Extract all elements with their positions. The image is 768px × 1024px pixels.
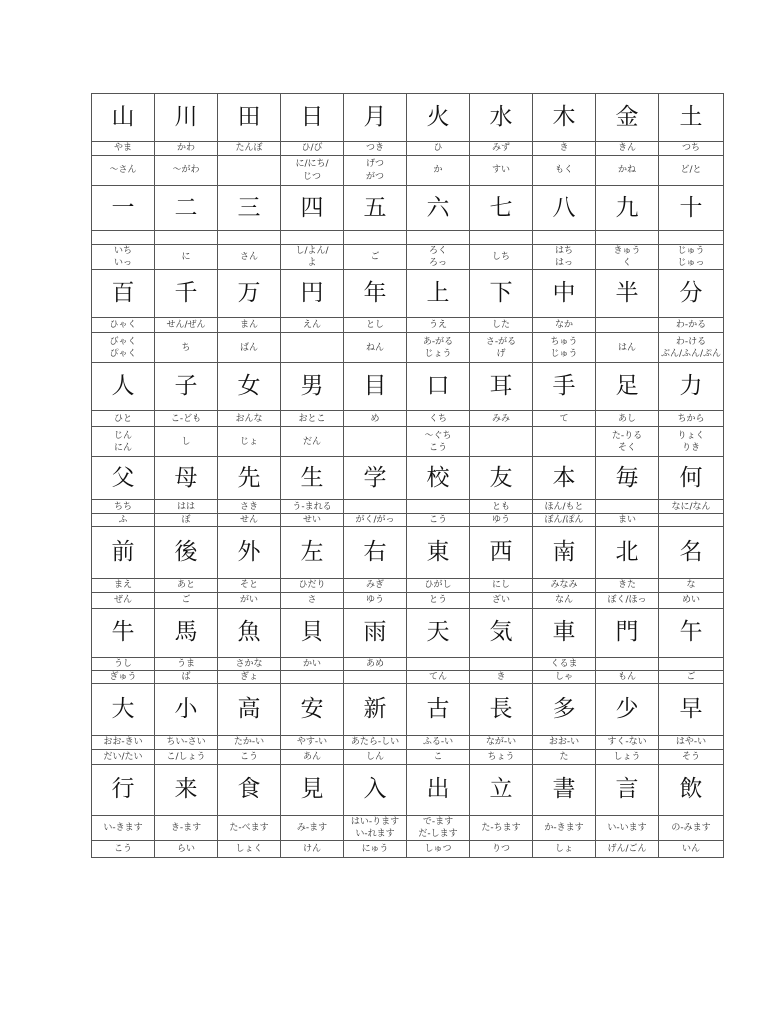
kun-reading-row — [92, 411, 724, 427]
reading-cell: かね — [596, 156, 659, 186]
kanji-cell: 一 — [92, 186, 155, 231]
on-reading-row — [92, 427, 724, 457]
kun-reading-row — [92, 735, 724, 749]
reading-cell: こう — [92, 841, 155, 858]
reading-cell: ひと — [92, 411, 155, 427]
kanji-cell: 分 — [659, 270, 724, 318]
reading-cell: やま — [92, 142, 155, 156]
reading-cell: で-ます だ-します — [407, 815, 470, 840]
reading-cell: ご — [659, 670, 724, 683]
reading-cell: な — [659, 579, 724, 592]
reading-cell: なに/なん — [659, 500, 724, 514]
kanji-cell: 先 — [218, 457, 281, 500]
kanji-chart — [91, 93, 723, 858]
reading-cell: 〜がわ — [155, 156, 218, 186]
reading-cell — [596, 657, 659, 670]
reading-cell: い-います — [596, 815, 659, 840]
kanji-cell: 新 — [344, 683, 407, 735]
reading-cell: もん — [596, 670, 659, 683]
reading-cell: ふる-い — [407, 735, 470, 749]
reading-cell: ゆう — [470, 514, 533, 527]
reading-cell: はん — [596, 333, 659, 363]
reading-cell: ざい — [470, 592, 533, 608]
reading-cell: うま — [155, 657, 218, 670]
kanji-cell: 入 — [344, 764, 407, 815]
kanji-cell: 川 — [155, 94, 218, 142]
reading-cell: しょく — [218, 841, 281, 858]
on-reading-row — [92, 749, 724, 764]
kanji-cell: 門 — [596, 608, 659, 657]
kanji-cell: 車 — [533, 608, 596, 657]
reading-cell — [659, 657, 724, 670]
reading-cell: し/よん/ よ — [281, 245, 344, 270]
reading-cell: き — [470, 670, 533, 683]
kanji-cell: 天 — [407, 608, 470, 657]
reading-cell: ちょう — [470, 749, 533, 764]
reading-cell: ちから — [659, 411, 724, 427]
reading-cell: そと — [218, 579, 281, 592]
kanji-cell: 足 — [596, 363, 659, 411]
reading-cell: はい-ります い-れます — [344, 815, 407, 840]
reading-cell: おお-きい — [92, 735, 155, 749]
kanji-cell: 小 — [155, 683, 218, 735]
kanji-cell: 目 — [344, 363, 407, 411]
reading-cell: ちい-さい — [155, 735, 218, 749]
reading-cell: あめ — [344, 657, 407, 670]
reading-cell: ひ/び — [281, 142, 344, 156]
reading-cell: なが-い — [470, 735, 533, 749]
kanji-row — [92, 270, 724, 318]
reading-cell: に — [155, 245, 218, 270]
reading-cell — [281, 333, 344, 363]
reading-cell: つき — [344, 142, 407, 156]
reading-cell: ぎょ — [218, 670, 281, 683]
reading-cell: だん — [281, 427, 344, 457]
reading-cell: さん — [218, 245, 281, 270]
reading-cell: か-きます — [533, 815, 596, 840]
reading-cell: じょ — [218, 427, 281, 457]
reading-cell: ひだり — [281, 579, 344, 592]
reading-cell: あ-がる じょう — [407, 333, 470, 363]
reading-cell: た-べます — [218, 815, 281, 840]
kanji-cell: 南 — [533, 527, 596, 579]
kanji-cell: 子 — [155, 363, 218, 411]
reading-cell: おお-い — [533, 735, 596, 749]
reading-cell: こう — [407, 514, 470, 527]
kanji-cell: 西 — [470, 527, 533, 579]
reading-cell: めい — [659, 592, 724, 608]
kanji-row — [92, 608, 724, 657]
reading-cell: しん — [344, 749, 407, 764]
reading-cell: びゃく ぴゃく — [92, 333, 155, 363]
kanji-cell: 北 — [596, 527, 659, 579]
reading-cell: こ-ども — [155, 411, 218, 427]
reading-cell: しゅつ — [407, 841, 470, 858]
kanji-cell: 本 — [533, 457, 596, 500]
kanji-cell: 貝 — [281, 608, 344, 657]
reading-cell: き-ます — [155, 815, 218, 840]
reading-cell: やす-い — [281, 735, 344, 749]
reading-cell: 〜さん — [92, 156, 155, 186]
reading-cell: せん/ぜん — [155, 318, 218, 333]
kanji-cell: 馬 — [155, 608, 218, 657]
reading-cell — [344, 427, 407, 457]
reading-cell — [596, 318, 659, 333]
reading-cell: くるま — [533, 657, 596, 670]
kanji-cell: 早 — [659, 683, 724, 735]
reading-cell: き — [533, 142, 596, 156]
reading-cell: らい — [155, 841, 218, 858]
kanji-cell: 女 — [218, 363, 281, 411]
reading-cell — [470, 427, 533, 457]
reading-cell: み-ます — [281, 815, 344, 840]
kanji-cell: 前 — [92, 527, 155, 579]
kun-reading-row — [92, 142, 724, 156]
kanji-cell: 力 — [659, 363, 724, 411]
reading-cell — [533, 231, 596, 245]
reading-cell — [659, 514, 724, 527]
reading-cell: にし — [470, 579, 533, 592]
reading-cell — [470, 231, 533, 245]
kanji-cell: 来 — [155, 764, 218, 815]
reading-cell: しょ — [533, 841, 596, 858]
kanji-cell: 千 — [155, 270, 218, 318]
reading-cell: とし — [344, 318, 407, 333]
kanji-cell: 左 — [281, 527, 344, 579]
reading-cell: みず — [470, 142, 533, 156]
kanji-cell: 百 — [92, 270, 155, 318]
reading-cell: てん — [407, 670, 470, 683]
kanji-cell: 安 — [281, 683, 344, 735]
reading-cell: げつ がつ — [344, 156, 407, 186]
on-reading-row — [92, 333, 724, 363]
kanji-cell: 手 — [533, 363, 596, 411]
reading-cell: した — [470, 318, 533, 333]
kanji-cell: 二 — [155, 186, 218, 231]
reading-cell — [407, 657, 470, 670]
kanji-cell: 食 — [218, 764, 281, 815]
kanji-cell: 長 — [470, 683, 533, 735]
kanji-cell: 雨 — [344, 608, 407, 657]
reading-cell: じん にん — [92, 427, 155, 457]
reading-cell — [281, 231, 344, 245]
on-reading-row — [92, 156, 724, 186]
reading-cell: ひがし — [407, 579, 470, 592]
reading-cell: りつ — [470, 841, 533, 858]
kun-reading-row — [92, 500, 724, 514]
kanji-cell: 耳 — [470, 363, 533, 411]
reading-cell: あたら-しい — [344, 735, 407, 749]
reading-cell: もく — [533, 156, 596, 186]
reading-cell — [596, 231, 659, 245]
reading-cell — [344, 231, 407, 245]
reading-cell: まい — [596, 514, 659, 527]
kanji-cell: 中 — [533, 270, 596, 318]
kanji-table — [91, 93, 724, 858]
reading-cell — [218, 231, 281, 245]
reading-cell: しょう — [596, 749, 659, 764]
reading-cell: がく/がっ — [344, 514, 407, 527]
reading-cell: みなみ — [533, 579, 596, 592]
reading-cell: みみ — [470, 411, 533, 427]
kun-reading-row — [92, 657, 724, 670]
reading-cell: ぼ — [155, 514, 218, 527]
reading-cell: さき — [218, 500, 281, 514]
kanji-cell: 半 — [596, 270, 659, 318]
kanji-row — [92, 94, 724, 142]
reading-cell — [407, 231, 470, 245]
kanji-row — [92, 457, 724, 500]
reading-cell: あん — [281, 749, 344, 764]
reading-cell: すい — [470, 156, 533, 186]
kanji-cell: 日 — [281, 94, 344, 142]
on-reading-row — [92, 670, 724, 683]
reading-cell: おんな — [218, 411, 281, 427]
reading-cell: こ/しょう — [155, 749, 218, 764]
reading-cell: さ — [281, 592, 344, 608]
reading-cell: た — [533, 749, 596, 764]
kanji-cell: 出 — [407, 764, 470, 815]
kanji-cell: 父 — [92, 457, 155, 500]
kanji-cell: 母 — [155, 457, 218, 500]
on-reading-row — [92, 592, 724, 608]
kanji-cell: 友 — [470, 457, 533, 500]
reading-cell — [470, 657, 533, 670]
reading-cell: いん — [659, 841, 724, 858]
kanji-cell: 金 — [596, 94, 659, 142]
kanji-cell: 大 — [92, 683, 155, 735]
reading-cell: ゆう — [344, 592, 407, 608]
kanji-cell: 名 — [659, 527, 724, 579]
kanji-cell: 火 — [407, 94, 470, 142]
reading-cell: きゅう く — [596, 245, 659, 270]
on-reading-row — [92, 841, 724, 858]
kanji-cell: 九 — [596, 186, 659, 231]
reading-cell: ぼく/ほっ — [596, 592, 659, 608]
kanji-cell: 牛 — [92, 608, 155, 657]
reading-cell: ふ — [92, 514, 155, 527]
reading-cell — [533, 427, 596, 457]
reading-cell: にゅう — [344, 841, 407, 858]
reading-cell: まえ — [92, 579, 155, 592]
reading-cell: さ-がる げ — [470, 333, 533, 363]
kanji-cell: 生 — [281, 457, 344, 500]
kanji-cell: 人 — [92, 363, 155, 411]
reading-cell: はは — [155, 500, 218, 514]
reading-cell: ろく ろっ — [407, 245, 470, 270]
reading-cell: かわ — [155, 142, 218, 156]
kanji-cell: 多 — [533, 683, 596, 735]
reading-cell: ぜん — [92, 592, 155, 608]
reading-cell: わ-ける ぶん/ふん/ぷん — [659, 333, 724, 363]
kanji-cell: 七 — [470, 186, 533, 231]
kanji-cell: 右 — [344, 527, 407, 579]
kanji-cell: 気 — [470, 608, 533, 657]
reading-cell: て — [533, 411, 596, 427]
kanji-cell: 見 — [281, 764, 344, 815]
kanji-cell: 土 — [659, 94, 724, 142]
reading-cell: ねん — [344, 333, 407, 363]
reading-cell — [281, 670, 344, 683]
reading-cell — [344, 500, 407, 514]
reading-cell: い-きます — [92, 815, 155, 840]
reading-cell: あと — [155, 579, 218, 592]
kanji-cell: 三 — [218, 186, 281, 231]
reading-cell: がい — [218, 592, 281, 608]
reading-cell: せい — [281, 514, 344, 527]
reading-cell — [155, 231, 218, 245]
reading-cell: 〜ぐち こう — [407, 427, 470, 457]
reading-cell: けん — [281, 841, 344, 858]
kanji-cell: 水 — [470, 94, 533, 142]
reading-cell: じゅう じゅっ — [659, 245, 724, 270]
reading-cell: の-みます — [659, 815, 724, 840]
kanji-row — [92, 363, 724, 411]
kanji-cell: 少 — [596, 683, 659, 735]
reading-cell: こ — [407, 749, 470, 764]
kanji-cell: 古 — [407, 683, 470, 735]
kanji-cell: 学 — [344, 457, 407, 500]
reading-cell: きた — [596, 579, 659, 592]
reading-cell: たか-い — [218, 735, 281, 749]
kanji-row — [92, 186, 724, 231]
kun-reading-row — [92, 579, 724, 592]
reading-cell: ぎゅう — [92, 670, 155, 683]
reading-cell: ちち — [92, 500, 155, 514]
kanji-cell: 魚 — [218, 608, 281, 657]
reading-cell: りょく りき — [659, 427, 724, 457]
kanji-row — [92, 683, 724, 735]
kanji-row — [92, 764, 724, 815]
reading-cell: ば — [155, 670, 218, 683]
reading-cell: た-りる そく — [596, 427, 659, 457]
reading-cell — [92, 231, 155, 245]
kanji-cell: 上 — [407, 270, 470, 318]
reading-cell: ご — [155, 592, 218, 608]
reading-cell: くち — [407, 411, 470, 427]
kanji-cell: 外 — [218, 527, 281, 579]
reading-cell: うし — [92, 657, 155, 670]
reading-cell: め — [344, 411, 407, 427]
reading-cell: はや-い — [659, 735, 724, 749]
reading-cell: し — [155, 427, 218, 457]
reading-cell: わ-かる — [659, 318, 724, 333]
kanji-cell: 高 — [218, 683, 281, 735]
kanji-cell: 書 — [533, 764, 596, 815]
kanji-cell: 円 — [281, 270, 344, 318]
reading-cell: か — [407, 156, 470, 186]
kun-reading-row — [92, 318, 724, 333]
kanji-cell: 校 — [407, 457, 470, 500]
reading-cell: げん/ごん — [596, 841, 659, 858]
reading-cell: ちゅう じゅう — [533, 333, 596, 363]
kanji-cell: 後 — [155, 527, 218, 579]
reading-cell: ど/と — [659, 156, 724, 186]
kanji-cell: 毎 — [596, 457, 659, 500]
reading-cell: たんぼ — [218, 142, 281, 156]
reading-cell: つち — [659, 142, 724, 156]
reading-cell: とう — [407, 592, 470, 608]
reading-cell: こう — [218, 749, 281, 764]
kanji-cell: 立 — [470, 764, 533, 815]
kanji-cell: 六 — [407, 186, 470, 231]
kanji-cell: 口 — [407, 363, 470, 411]
reading-cell: あし — [596, 411, 659, 427]
kanji-cell: 十 — [659, 186, 724, 231]
kanji-cell: 午 — [659, 608, 724, 657]
kanji-cell: 男 — [281, 363, 344, 411]
on-reading-row — [92, 245, 724, 270]
reading-cell: とも — [470, 500, 533, 514]
reading-cell — [659, 231, 724, 245]
reading-cell: かい — [281, 657, 344, 670]
kanji-cell: 年 — [344, 270, 407, 318]
reading-cell: ご — [344, 245, 407, 270]
reading-cell: うえ — [407, 318, 470, 333]
reading-cell: みぎ — [344, 579, 407, 592]
reading-cell: なん — [533, 592, 596, 608]
reading-cell: ばん — [218, 333, 281, 363]
kun-reading-row — [92, 231, 724, 245]
kanji-cell: 八 — [533, 186, 596, 231]
reading-cell: ひ — [407, 142, 470, 156]
reading-cell: すく-ない — [596, 735, 659, 749]
on-reading-row — [92, 514, 724, 527]
reading-cell: ち — [155, 333, 218, 363]
kun-reading-row — [92, 815, 724, 840]
kanji-cell: 田 — [218, 94, 281, 142]
reading-cell: う-まれる — [281, 500, 344, 514]
reading-cell: ぼん/ぽん — [533, 514, 596, 527]
kanji-cell: 万 — [218, 270, 281, 318]
reading-cell: まん — [218, 318, 281, 333]
reading-cell: いち いっ — [92, 245, 155, 270]
kanji-cell: 行 — [92, 764, 155, 815]
reading-cell: しち — [470, 245, 533, 270]
reading-cell: なか — [533, 318, 596, 333]
reading-cell: だい/たい — [92, 749, 155, 764]
reading-cell — [218, 156, 281, 186]
kanji-cell: 四 — [281, 186, 344, 231]
kanji-cell: 五 — [344, 186, 407, 231]
reading-cell: しゃ — [533, 670, 596, 683]
kanji-cell: 言 — [596, 764, 659, 815]
kanji-cell: 東 — [407, 527, 470, 579]
reading-cell: さかな — [218, 657, 281, 670]
reading-cell — [344, 670, 407, 683]
reading-cell: きん — [596, 142, 659, 156]
reading-cell: はち はっ — [533, 245, 596, 270]
reading-cell: ひゃく — [92, 318, 155, 333]
reading-cell — [407, 500, 470, 514]
reading-cell: ほん/もと — [533, 500, 596, 514]
kanji-cell: 山 — [92, 94, 155, 142]
kanji-cell: 何 — [659, 457, 724, 500]
reading-cell — [596, 500, 659, 514]
reading-cell: おとこ — [281, 411, 344, 427]
kanji-cell: 木 — [533, 94, 596, 142]
kanji-cell: 飲 — [659, 764, 724, 815]
kanji-cell: 月 — [344, 94, 407, 142]
kanji-row — [92, 527, 724, 579]
reading-cell: に/にち/ じつ — [281, 156, 344, 186]
reading-cell: えん — [281, 318, 344, 333]
reading-cell: せん — [218, 514, 281, 527]
kanji-cell: 下 — [470, 270, 533, 318]
reading-cell: そう — [659, 749, 724, 764]
reading-cell: た-ちます — [470, 815, 533, 840]
